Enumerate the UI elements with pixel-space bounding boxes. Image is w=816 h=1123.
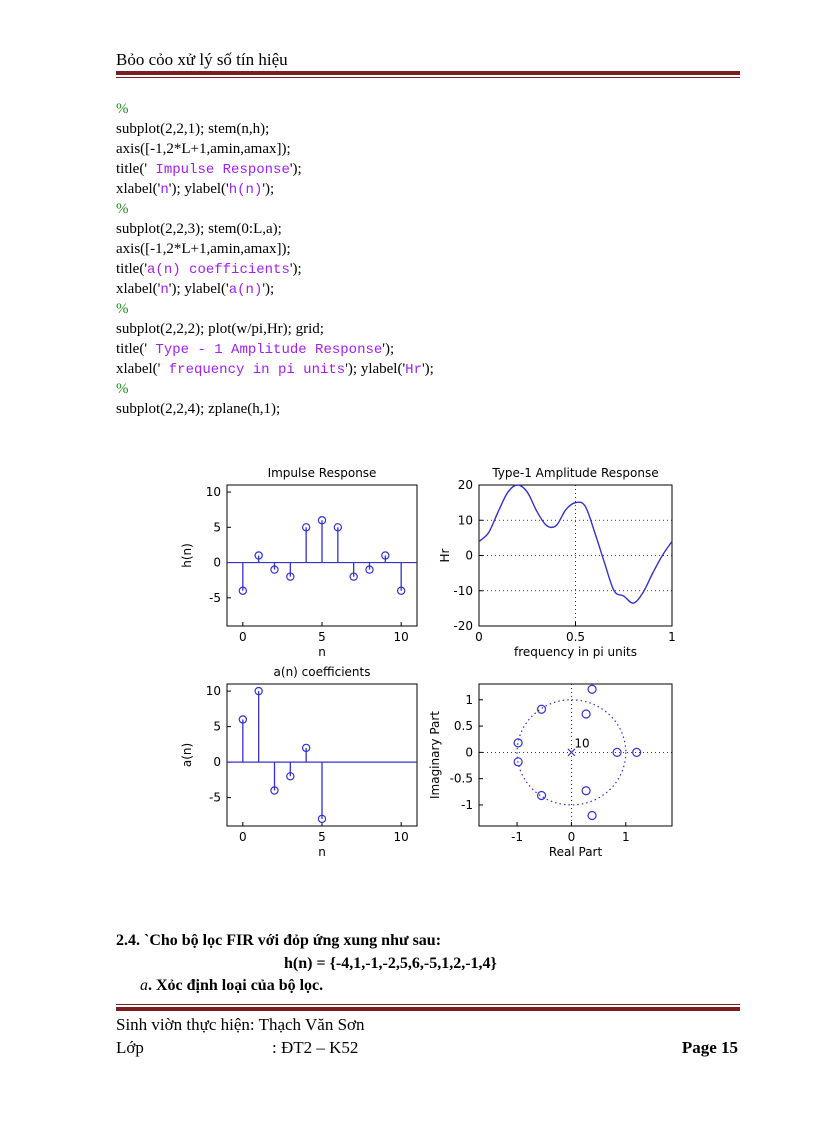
y-tick-label: 1 — [465, 692, 473, 707]
header-rule-thin — [116, 77, 740, 78]
x-tick-label: 1 — [668, 630, 676, 644]
code-text: title(' — [116, 161, 148, 177]
page-number: Page 15 — [681, 1038, 738, 1057]
class-line — [116, 1038, 359, 1058]
zero-marker — [582, 787, 590, 795]
y-tick-label: 10 — [205, 485, 221, 500]
code-text: subplot(2,2,1); stem(n,h); — [116, 121, 270, 137]
code-text: '); — [262, 281, 275, 297]
code-string: a(n) — [228, 282, 263, 298]
chart-title: a(n) coefficients — [273, 665, 371, 679]
code-line — [116, 299, 434, 319]
y-tick-label: 20 — [457, 478, 473, 492]
code-text: xlabel(' — [116, 361, 161, 377]
chart-title: Type-1 Amplitude Response — [492, 466, 659, 480]
x-axis-label: n — [318, 845, 326, 859]
code-text: '); — [289, 261, 302, 277]
code-line — [116, 119, 434, 139]
code-text: subplot(2,2,2); plot(w/pi,Hr); grid; — [116, 321, 324, 337]
zero-marker — [538, 791, 546, 799]
code-text: '); — [262, 181, 275, 197]
matlab-code-block — [116, 99, 434, 419]
x-tick-label: 0 — [239, 830, 247, 844]
code-comment: % — [116, 101, 129, 117]
x-tick-label: 10 — [393, 830, 409, 844]
code-line — [116, 379, 434, 399]
code-text: '); ylabel(' — [168, 181, 229, 197]
code-line — [116, 219, 434, 239]
y-tick-label: 0 — [213, 755, 221, 770]
code-line — [116, 199, 434, 219]
code-text: '); — [421, 361, 434, 377]
pole-order-label: 10 — [574, 736, 590, 751]
header-title: Bỏo cỏo xử lý số tín hiệu — [116, 50, 288, 69]
y-tick-label: -10 — [453, 583, 473, 598]
header-rule-thick — [116, 71, 740, 75]
y-axis-label: Imaginary Part — [428, 710, 442, 800]
y-axis-label: h(n) — [180, 543, 194, 568]
y-tick-label: 10 — [457, 513, 473, 528]
y-tick-label: 5 — [213, 719, 221, 734]
x-tick-label: 0 — [475, 630, 483, 644]
x-axis-label: n — [318, 645, 326, 659]
code-line — [116, 259, 434, 279]
code-line — [116, 239, 434, 259]
task-text: . Xỏc định loại của bộ lọc. — [148, 977, 324, 994]
x-tick-label: 5 — [318, 630, 326, 644]
code-string: Impulse Response — [147, 162, 290, 178]
code-text: title(' — [116, 261, 148, 277]
code-line — [116, 99, 434, 119]
code-text: xlabel(' — [116, 181, 161, 197]
code-text: axis([-1,2*L+1,amin,amax]); — [116, 241, 291, 257]
code-string: frequency in pi units — [160, 362, 346, 378]
chart-title: Impulse Response — [267, 466, 377, 480]
code-line — [116, 359, 434, 379]
code-comment: % — [116, 201, 129, 217]
code-line — [116, 319, 434, 339]
task-letter: a — [140, 977, 148, 994]
y-tick-label: -5 — [209, 790, 221, 805]
code-line — [116, 179, 434, 199]
code-text: subplot(2,2,4); zplane(h,1); — [116, 401, 281, 417]
y-tick-label: 0 — [465, 548, 473, 563]
code-comment: % — [116, 301, 129, 317]
student-label: Sinh viờn thực hiện: — [116, 1015, 255, 1034]
code-string: a(n) coefficients — [147, 262, 290, 278]
class-value: : ĐT2 – K52 — [272, 1038, 359, 1057]
x-axis-label: Real Part — [548, 845, 603, 859]
y-tick-label: -0.5 — [449, 771, 473, 786]
y-tick-label: 0 — [465, 745, 473, 760]
footer-rule-thin — [116, 1004, 740, 1005]
code-string: Type - 1 Amplitude Response — [147, 342, 383, 358]
code-line — [116, 399, 434, 419]
section-heading: 2.4. `Cho bộ lọc FIR với đỏp ứng xung như sau: — [116, 932, 442, 949]
footer-rule-thick — [116, 1007, 740, 1011]
code-text: axis([-1,2*L+1,amin,amax]); — [116, 141, 291, 157]
y-tick-label: -20 — [453, 619, 473, 633]
code-line — [116, 159, 434, 179]
code-line — [116, 339, 434, 359]
x-tick-label: 0.5 — [565, 630, 586, 644]
y-tick-label: 10 — [205, 684, 221, 699]
code-text: xlabel(' — [116, 281, 161, 297]
code-text: '); — [289, 161, 302, 177]
x-tick-label: -1 — [511, 830, 524, 844]
code-line — [116, 139, 434, 159]
axes-box — [479, 684, 672, 826]
class-label: Lớp — [116, 1038, 144, 1057]
x-tick-label: 10 — [393, 630, 409, 644]
y-axis-label: a(n) — [180, 742, 194, 768]
zero-marker — [538, 705, 546, 713]
zero-marker — [582, 710, 590, 718]
y-tick-label: -1 — [461, 797, 473, 812]
task-a — [140, 977, 323, 995]
x-tick-label: 0 — [239, 630, 247, 644]
code-string: n — [160, 282, 169, 298]
x-axis-label: frequency in pi units — [513, 645, 638, 659]
code-string: h(n) — [228, 182, 263, 198]
y-tick-label: 0.5 — [453, 719, 473, 734]
zero-marker — [588, 685, 596, 693]
code-string: n — [160, 182, 169, 198]
student-line — [116, 1015, 365, 1035]
figure-plots — [180, 455, 690, 880]
code-comment: % — [116, 381, 129, 397]
zero-marker — [588, 811, 596, 819]
y-axis-label: Hr — [438, 548, 452, 563]
code-text: subplot(2,2,3); stem(0:L,a); — [116, 221, 282, 237]
x-tick-label: 5 — [318, 830, 326, 844]
y-tick-label: 5 — [213, 520, 221, 535]
code-line — [116, 279, 434, 299]
code-text: title(' — [116, 341, 148, 357]
y-tick-label: 0 — [213, 555, 221, 570]
figure-svg — [180, 455, 690, 875]
student-name: Thạch Văn Sơn — [258, 1015, 365, 1034]
code-text: '); ylabel(' — [345, 361, 406, 377]
x-tick-label: 0 — [567, 830, 576, 844]
x-tick-label: 1 — [621, 830, 630, 844]
impulse-equation: h(n) = {-4,1,-1,-2,5,6,-5,1,2,-1,4} — [284, 955, 497, 972]
code-text: '); — [382, 341, 395, 357]
y-tick-label: -5 — [209, 590, 221, 605]
code-text: '); ylabel(' — [168, 281, 229, 297]
code-string: Hr — [405, 362, 422, 378]
